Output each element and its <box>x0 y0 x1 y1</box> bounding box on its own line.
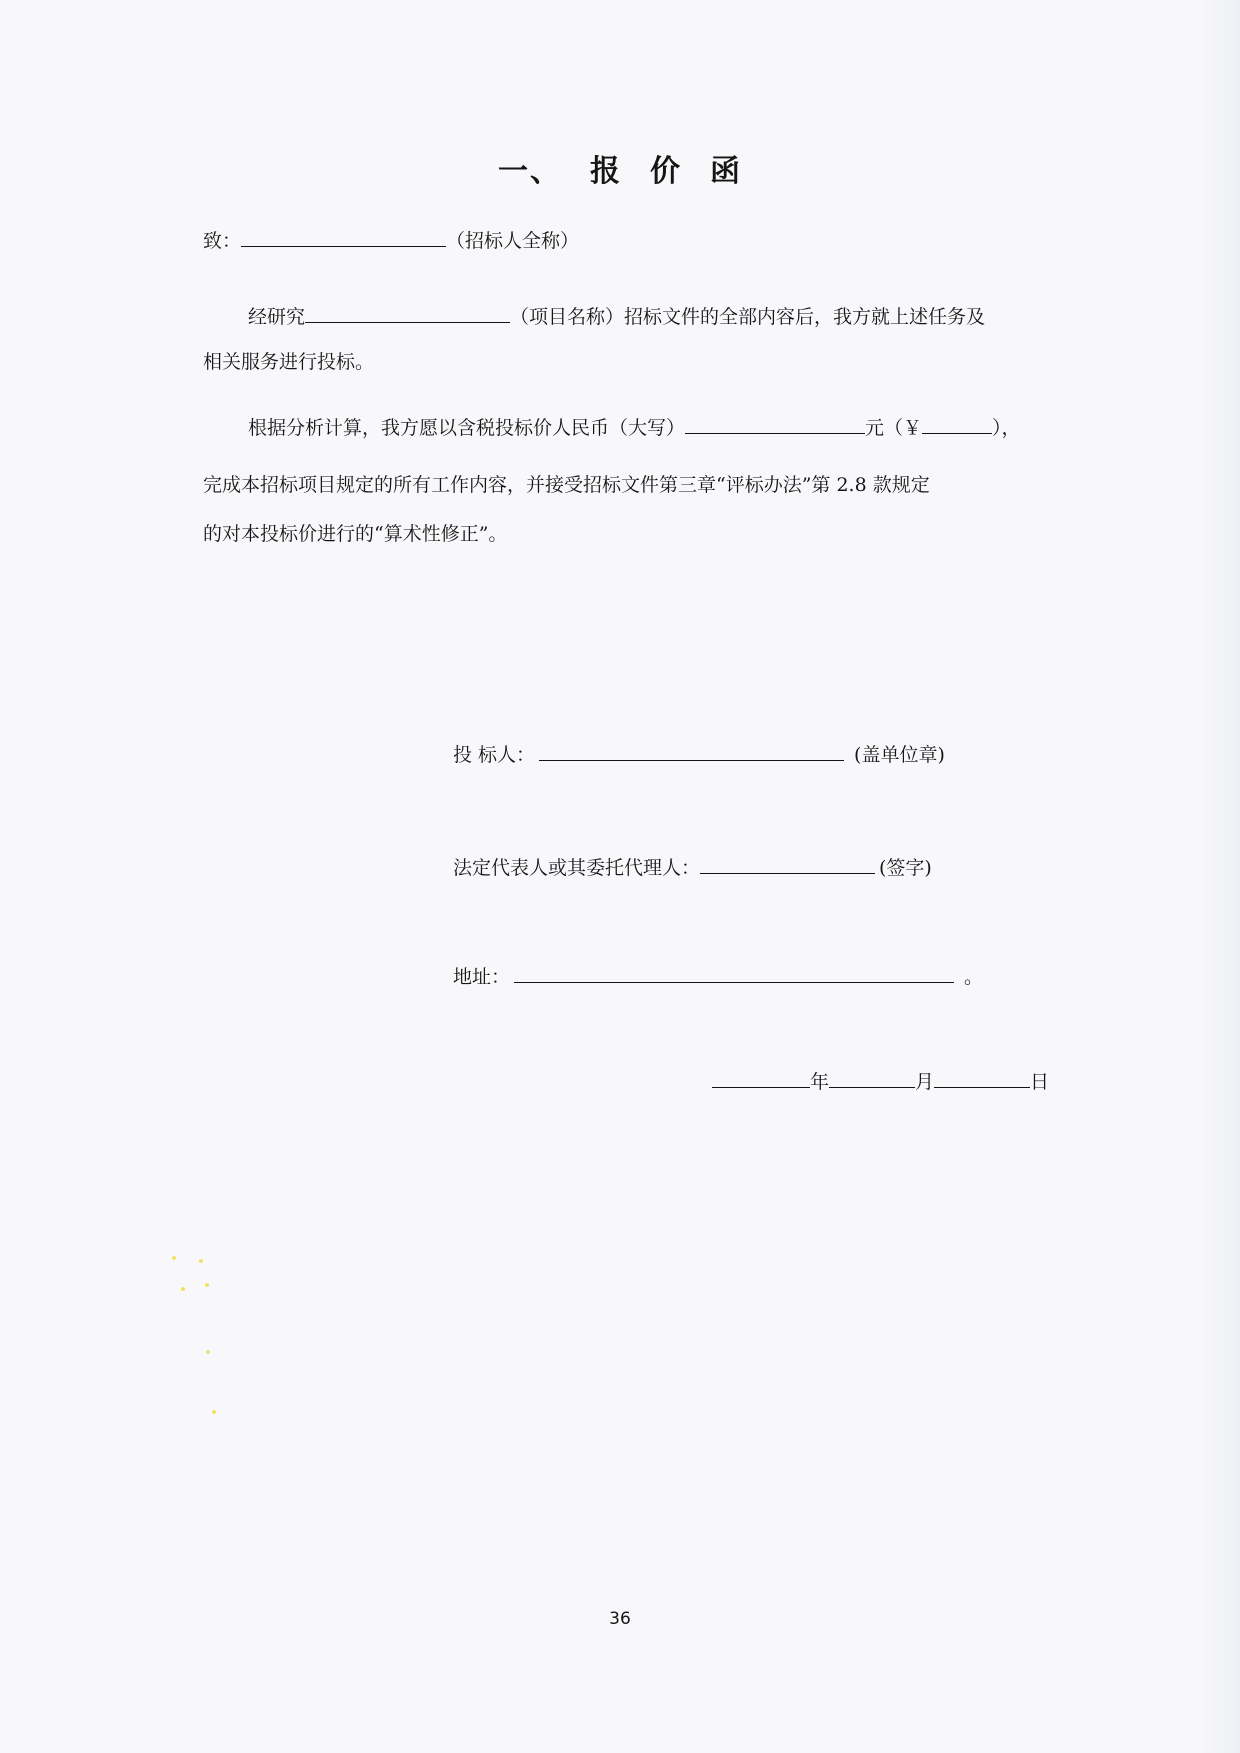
para1-start: 经研究 <box>248 306 306 328</box>
rep-label: 法定代表人或其委托代理人： <box>453 857 701 879</box>
paragraph-2-line-2 <box>203 473 930 497</box>
para2-line2-text: 完成本招标项目规定的所有工作内容，并接受招标文件第三章“评标办法”第 2.8 款规定 <box>203 474 930 496</box>
to-label: 致： <box>203 230 242 252</box>
address-end: 。 <box>964 966 984 988</box>
scan-speck <box>199 1259 203 1263</box>
para1-line2-text: 相关服务进行投标。 <box>203 351 375 373</box>
paragraph-2-line-1 <box>248 413 1021 440</box>
bidder-label: 投 标人： <box>453 744 536 766</box>
scan-speck <box>206 1350 210 1354</box>
address-line <box>453 962 983 989</box>
scan-speck <box>172 1256 176 1260</box>
date-line <box>712 1067 1049 1094</box>
address-label: 地址： <box>453 966 511 988</box>
page-title <box>0 146 1240 190</box>
title-part-4: 函 <box>710 154 742 189</box>
day-label: 日 <box>1030 1071 1050 1093</box>
addressee-line <box>203 226 579 253</box>
year-blank <box>712 1067 810 1088</box>
para2-start: 根据分析计算，我方愿以含税投标价人民币（大写） <box>248 417 686 439</box>
paragraph-1-line-2 <box>203 350 374 374</box>
to-note: （招标人全称） <box>446 230 580 252</box>
scan-speck <box>181 1287 185 1291</box>
title-part-2: 报 <box>590 154 622 189</box>
scan-edge-shadow <box>1198 0 1240 1753</box>
bidder-note: (盖单位章) <box>854 744 945 766</box>
tenderer-name-blank <box>241 226 446 247</box>
paragraph-2-line-3 <box>203 522 507 546</box>
title-part-1: 一、 <box>498 154 562 189</box>
month-blank <box>829 1067 915 1088</box>
para2-close: ）， <box>992 417 1021 439</box>
para2-yuan: 元（￥ <box>865 417 923 439</box>
address-blank <box>514 962 954 983</box>
amount-figures-blank <box>922 413 992 434</box>
scan-speck <box>212 1410 216 1414</box>
project-name-blank <box>305 302 510 323</box>
page-number: 36 <box>609 1609 631 1629</box>
para1-mid: （项目名称）招标文件的全部内容后，我方就上述任务及 <box>510 306 986 328</box>
year-label: 年 <box>810 1071 830 1093</box>
scan-speck <box>205 1283 209 1287</box>
paragraph-1-line-1 <box>248 302 985 329</box>
bidder-blank <box>539 740 844 761</box>
title-part-3: 价 <box>650 154 682 189</box>
bidder-line <box>453 740 945 767</box>
rep-signature-blank <box>700 853 875 874</box>
amount-words-blank <box>685 413 865 434</box>
para2-line3-text: 的对本投标价进行的“算术性修正”。 <box>203 523 508 545</box>
month-label: 月 <box>915 1071 935 1093</box>
day-blank <box>934 1067 1030 1088</box>
rep-note: (签字) <box>879 857 932 879</box>
representative-line <box>453 853 932 880</box>
